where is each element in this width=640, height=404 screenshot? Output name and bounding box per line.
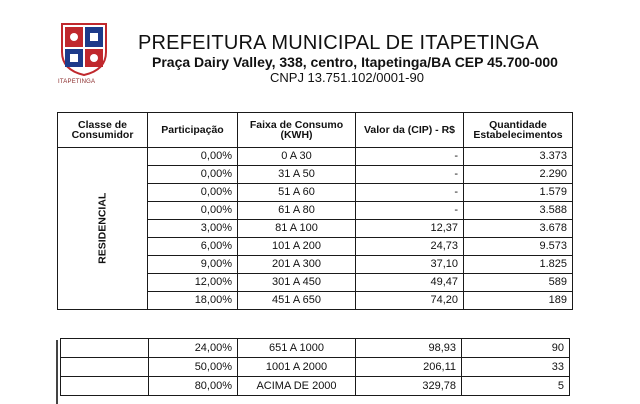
table-header-row xyxy=(58,113,573,148)
cell-participacao: 18,00% xyxy=(148,292,238,310)
cell-quantidade: 9.573 xyxy=(464,238,573,256)
cell-valor: 206,11 xyxy=(356,358,462,377)
cell-participacao: 0,00% xyxy=(148,148,238,166)
cell-faixa: ACIMA DE 2000 xyxy=(238,377,356,396)
header-participacao: Participação xyxy=(148,113,238,148)
cell-participacao: 24,00% xyxy=(149,339,238,358)
table-row xyxy=(61,358,570,377)
cell-valor: 24,73 xyxy=(356,238,464,256)
cell-participacao: 0,00% xyxy=(148,202,238,220)
cell-participacao: 50,00% xyxy=(149,358,238,377)
cip-tariff-table xyxy=(57,112,573,310)
cell-quantidade: 2.290 xyxy=(464,166,573,184)
cip-tariff-table-continued xyxy=(60,338,570,396)
cell-faixa: 0 A 30 xyxy=(238,148,356,166)
class-label: RESIDENCIAL xyxy=(96,192,109,264)
table-row xyxy=(58,148,573,166)
cell-valor: - xyxy=(356,166,464,184)
cell-valor: 329,78 xyxy=(356,377,462,396)
cell-faixa: 101 A 200 xyxy=(238,238,356,256)
cell-faixa: 1001 A 2000 xyxy=(238,358,356,377)
header-quantidade: Quantidade Estabelecimentos xyxy=(464,113,573,148)
header-classe: Classe de Consumidor xyxy=(58,113,148,148)
cell-participacao: 9,00% xyxy=(148,256,238,274)
table-row xyxy=(61,377,570,396)
cell-participacao: 0,00% xyxy=(148,166,238,184)
cell-faixa: 81 A 100 xyxy=(238,220,356,238)
cell-faixa: 31 A 50 xyxy=(238,166,356,184)
cell-quantidade: 90 xyxy=(462,339,570,358)
cell-faixa: 451 A 650 xyxy=(238,292,356,310)
cell-faixa: 651 A 1000 xyxy=(238,339,356,358)
cell-quantidade: 1.825 xyxy=(464,256,573,274)
cell-valor: - xyxy=(356,202,464,220)
header-valor: Valor da (CIP) - R$ xyxy=(356,113,464,148)
header-faixa: Faixa de Consumo (KWH) xyxy=(238,113,356,148)
cell-valor: 98,93 xyxy=(356,339,462,358)
cell-participacao: 0,00% xyxy=(148,184,238,202)
cell-valor: 37,10 xyxy=(356,256,464,274)
cnpj-line: CNPJ 13.751.102/0001-90 xyxy=(270,70,424,85)
cell-valor: 12,37 xyxy=(356,220,464,238)
cell-valor: 74,20 xyxy=(356,292,464,310)
cell-quantidade: 5 xyxy=(462,377,570,396)
class-cell-empty xyxy=(61,377,149,396)
table-row xyxy=(61,339,570,358)
class-cell-empty xyxy=(61,339,149,358)
cell-faixa: 301 A 450 xyxy=(238,274,356,292)
cell-faixa: 51 A 60 xyxy=(238,184,356,202)
cell-faixa: 201 A 300 xyxy=(238,256,356,274)
cell-quantidade: 3.678 xyxy=(464,220,573,238)
class-cell xyxy=(58,148,148,310)
municipal-crest-icon xyxy=(60,22,108,76)
cell-participacao: 80,00% xyxy=(149,377,238,396)
cell-quantidade: 589 xyxy=(464,274,573,292)
page-title: PREFEITURA MUNICIPAL DE ITAPETINGA xyxy=(138,32,539,54)
cell-faixa: 61 A 80 xyxy=(238,202,356,220)
cell-participacao: 6,00% xyxy=(148,238,238,256)
crest-caption: ITAPETINGA xyxy=(58,79,96,85)
cell-quantidade: 3.373 xyxy=(464,148,573,166)
address-line: Praça Dairy Valley, 338, centro, Itapetinga/BA CEP 45.700-000 xyxy=(152,54,558,70)
cell-participacao: 12,00% xyxy=(148,274,238,292)
cell-valor: 49,47 xyxy=(356,274,464,292)
cell-quantidade: 1.579 xyxy=(464,184,573,202)
class-cell-empty xyxy=(61,358,149,377)
cell-quantidade: 189 xyxy=(464,292,573,310)
cell-quantidade: 33 xyxy=(462,358,570,377)
cell-participacao: 3,00% xyxy=(148,220,238,238)
cell-valor: - xyxy=(356,184,464,202)
cell-valor: - xyxy=(356,148,464,166)
scan-edge xyxy=(56,340,58,404)
cell-quantidade: 3.588 xyxy=(464,202,573,220)
